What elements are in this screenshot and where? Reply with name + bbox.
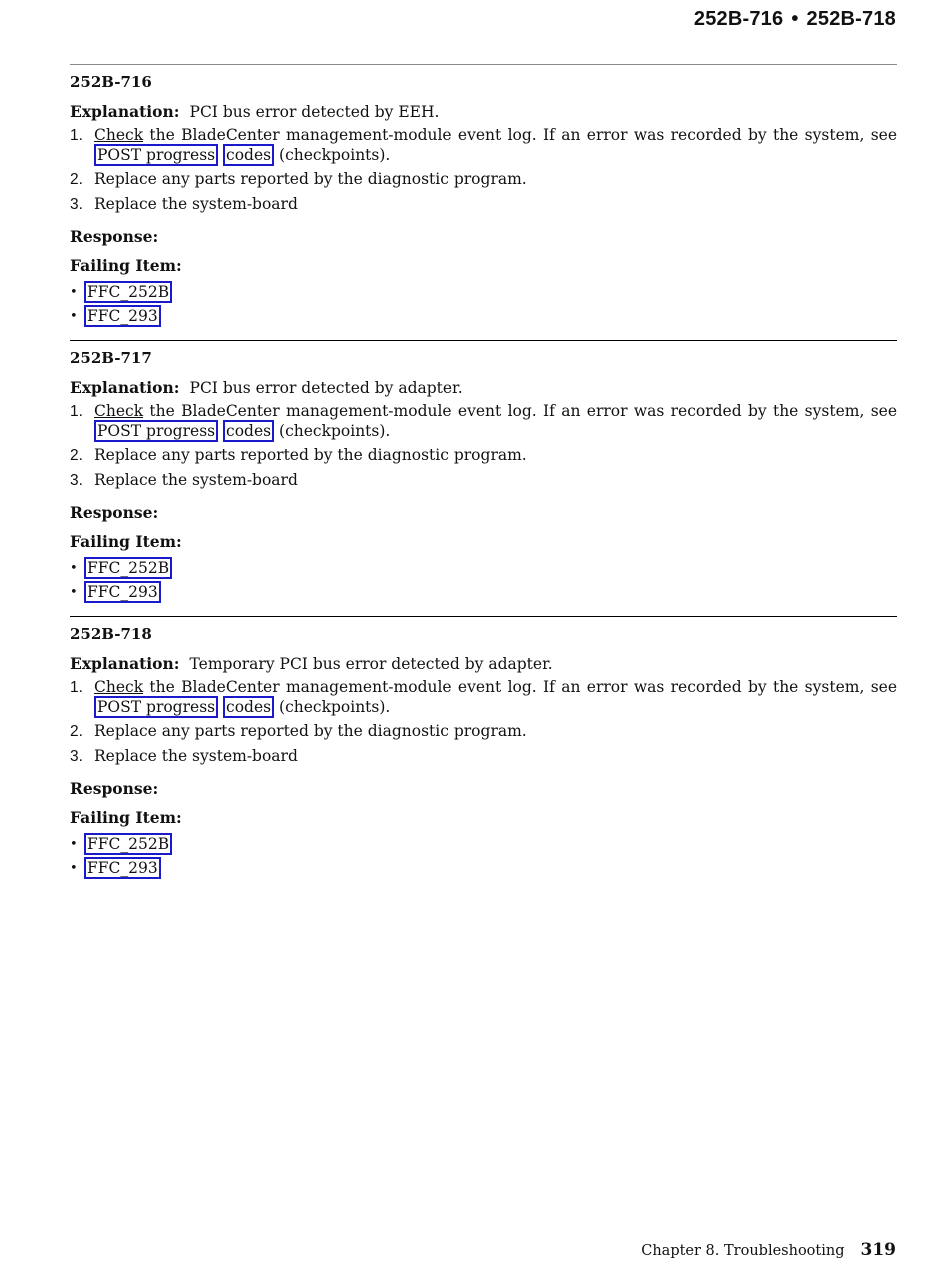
ffc-link[interactable]: FFC_252B [84,281,172,303]
document-body [70,64,897,892]
chapter-title: Chapter 8. Troubleshooting [641,1243,845,1259]
step-text: Replace the system-board [94,746,298,765]
error-code-heading: 252B-717 [70,349,152,367]
step-text: Replace the system-board [94,470,298,489]
step-text [94,126,897,165]
codes-link[interactable]: codes [223,420,274,442]
list-item [70,556,897,580]
step-text-part: the BladeCenter management-module event log. If an error was recorded by the system, see [143,126,897,144]
explanation-text: PCI bus error detected by EEH. [189,103,440,121]
step-text: Replace any parts reported by the diagnostic program. [94,446,527,464]
step-item [70,170,897,190]
list-item [70,832,897,856]
explanation-text: Temporary PCI bus error detected by adapter. [189,655,553,673]
response-label: Response: [70,227,159,246]
failing-item-label: Failing Item: [70,808,182,827]
bullet-icon: • [70,560,78,576]
step-item [70,195,897,215]
explanation [70,654,897,676]
header-code-start: 252B-716 [693,8,784,30]
explanation [70,102,897,124]
step-text [94,678,897,717]
step-number: 1. [70,127,83,144]
error-code-heading: 252B-716 [70,73,152,91]
list-item [70,856,897,880]
step-text-part: the BladeCenter management-module event log. If an error was recorded by the system, see [143,402,897,420]
failing-items-list [70,280,897,328]
step-number: 2. [70,447,83,464]
step-text-part: the BladeCenter management-module event log. If an error was recorded by the system, see [143,678,897,696]
page-footer [641,1240,896,1260]
step-number: 3. [70,747,83,765]
ffc-link[interactable]: FFC_293 [84,581,161,603]
step-number: 1. [70,679,83,696]
step-number: 3. [70,195,83,213]
error-section-252B-717 [70,340,897,616]
codes-link[interactable]: codes [223,696,274,718]
step-item [70,678,897,717]
step-text [94,402,897,441]
bullet-icon: • [70,584,78,600]
bullet-icon: • [70,284,78,300]
explanation-label: Explanation: [70,378,180,397]
step-item [70,471,897,491]
step-number: 2. [70,723,83,740]
failing-items-list [70,832,897,880]
response-label: Response: [70,503,159,522]
header-separator: • [791,8,799,30]
list-item [70,304,897,328]
step-text-part: (checkpoints). [274,421,391,440]
bullet-icon: • [70,308,78,324]
step-text: Replace any parts reported by the diagnostic program. [94,170,527,188]
section-divider [70,340,897,341]
failing-items-list [70,556,897,604]
ffc-link[interactable]: FFC_252B [84,557,172,579]
step-number: 2. [70,171,83,188]
check-word: Check [94,678,144,696]
step-number: 1. [70,403,83,420]
ffc-link[interactable]: FFC_293 [84,305,161,327]
list-item [70,280,897,304]
ffc-link[interactable]: FFC_293 [84,857,161,879]
step-text: Replace the system-board [94,194,298,213]
action-steps [70,126,897,214]
step-text: Replace any parts reported by the diagnostic program. [94,722,527,740]
action-steps [70,678,897,766]
step-item [70,747,897,767]
section-divider [70,616,897,617]
header-code-end: 252B-718 [806,8,896,30]
section-divider [70,64,897,65]
step-text-part: (checkpoints). [274,697,391,716]
failing-item-label: Failing Item: [70,256,182,275]
action-steps [70,402,897,490]
error-section-252B-718 [70,616,897,892]
explanation [70,378,897,400]
codes-link[interactable]: codes [223,144,274,166]
error-section-252B-716 [70,64,897,340]
error-code-heading: 252B-718 [70,625,152,643]
bullet-icon: • [70,836,78,852]
step-item [70,722,897,742]
bullet-icon: • [70,860,78,876]
ffc-link[interactable]: FFC_252B [84,833,172,855]
step-item [70,126,897,165]
page-header [694,8,896,31]
step-text-part: (checkpoints). [274,145,391,164]
step-item [70,402,897,441]
failing-item-label: Failing Item: [70,532,182,551]
explanation-text: PCI bus error detected by adapter. [189,379,463,397]
post-progress-link[interactable]: POST progress [94,144,218,166]
step-item [70,446,897,466]
check-word: Check [94,402,144,420]
response-label: Response: [70,779,159,798]
post-progress-link[interactable]: POST progress [94,696,218,718]
explanation-label: Explanation: [70,102,180,121]
page-number: 319 [860,1240,896,1260]
list-item [70,580,897,604]
step-number: 3. [70,471,83,489]
explanation-label: Explanation: [70,654,180,673]
check-word: Check [94,126,144,144]
post-progress-link[interactable]: POST progress [94,420,218,442]
